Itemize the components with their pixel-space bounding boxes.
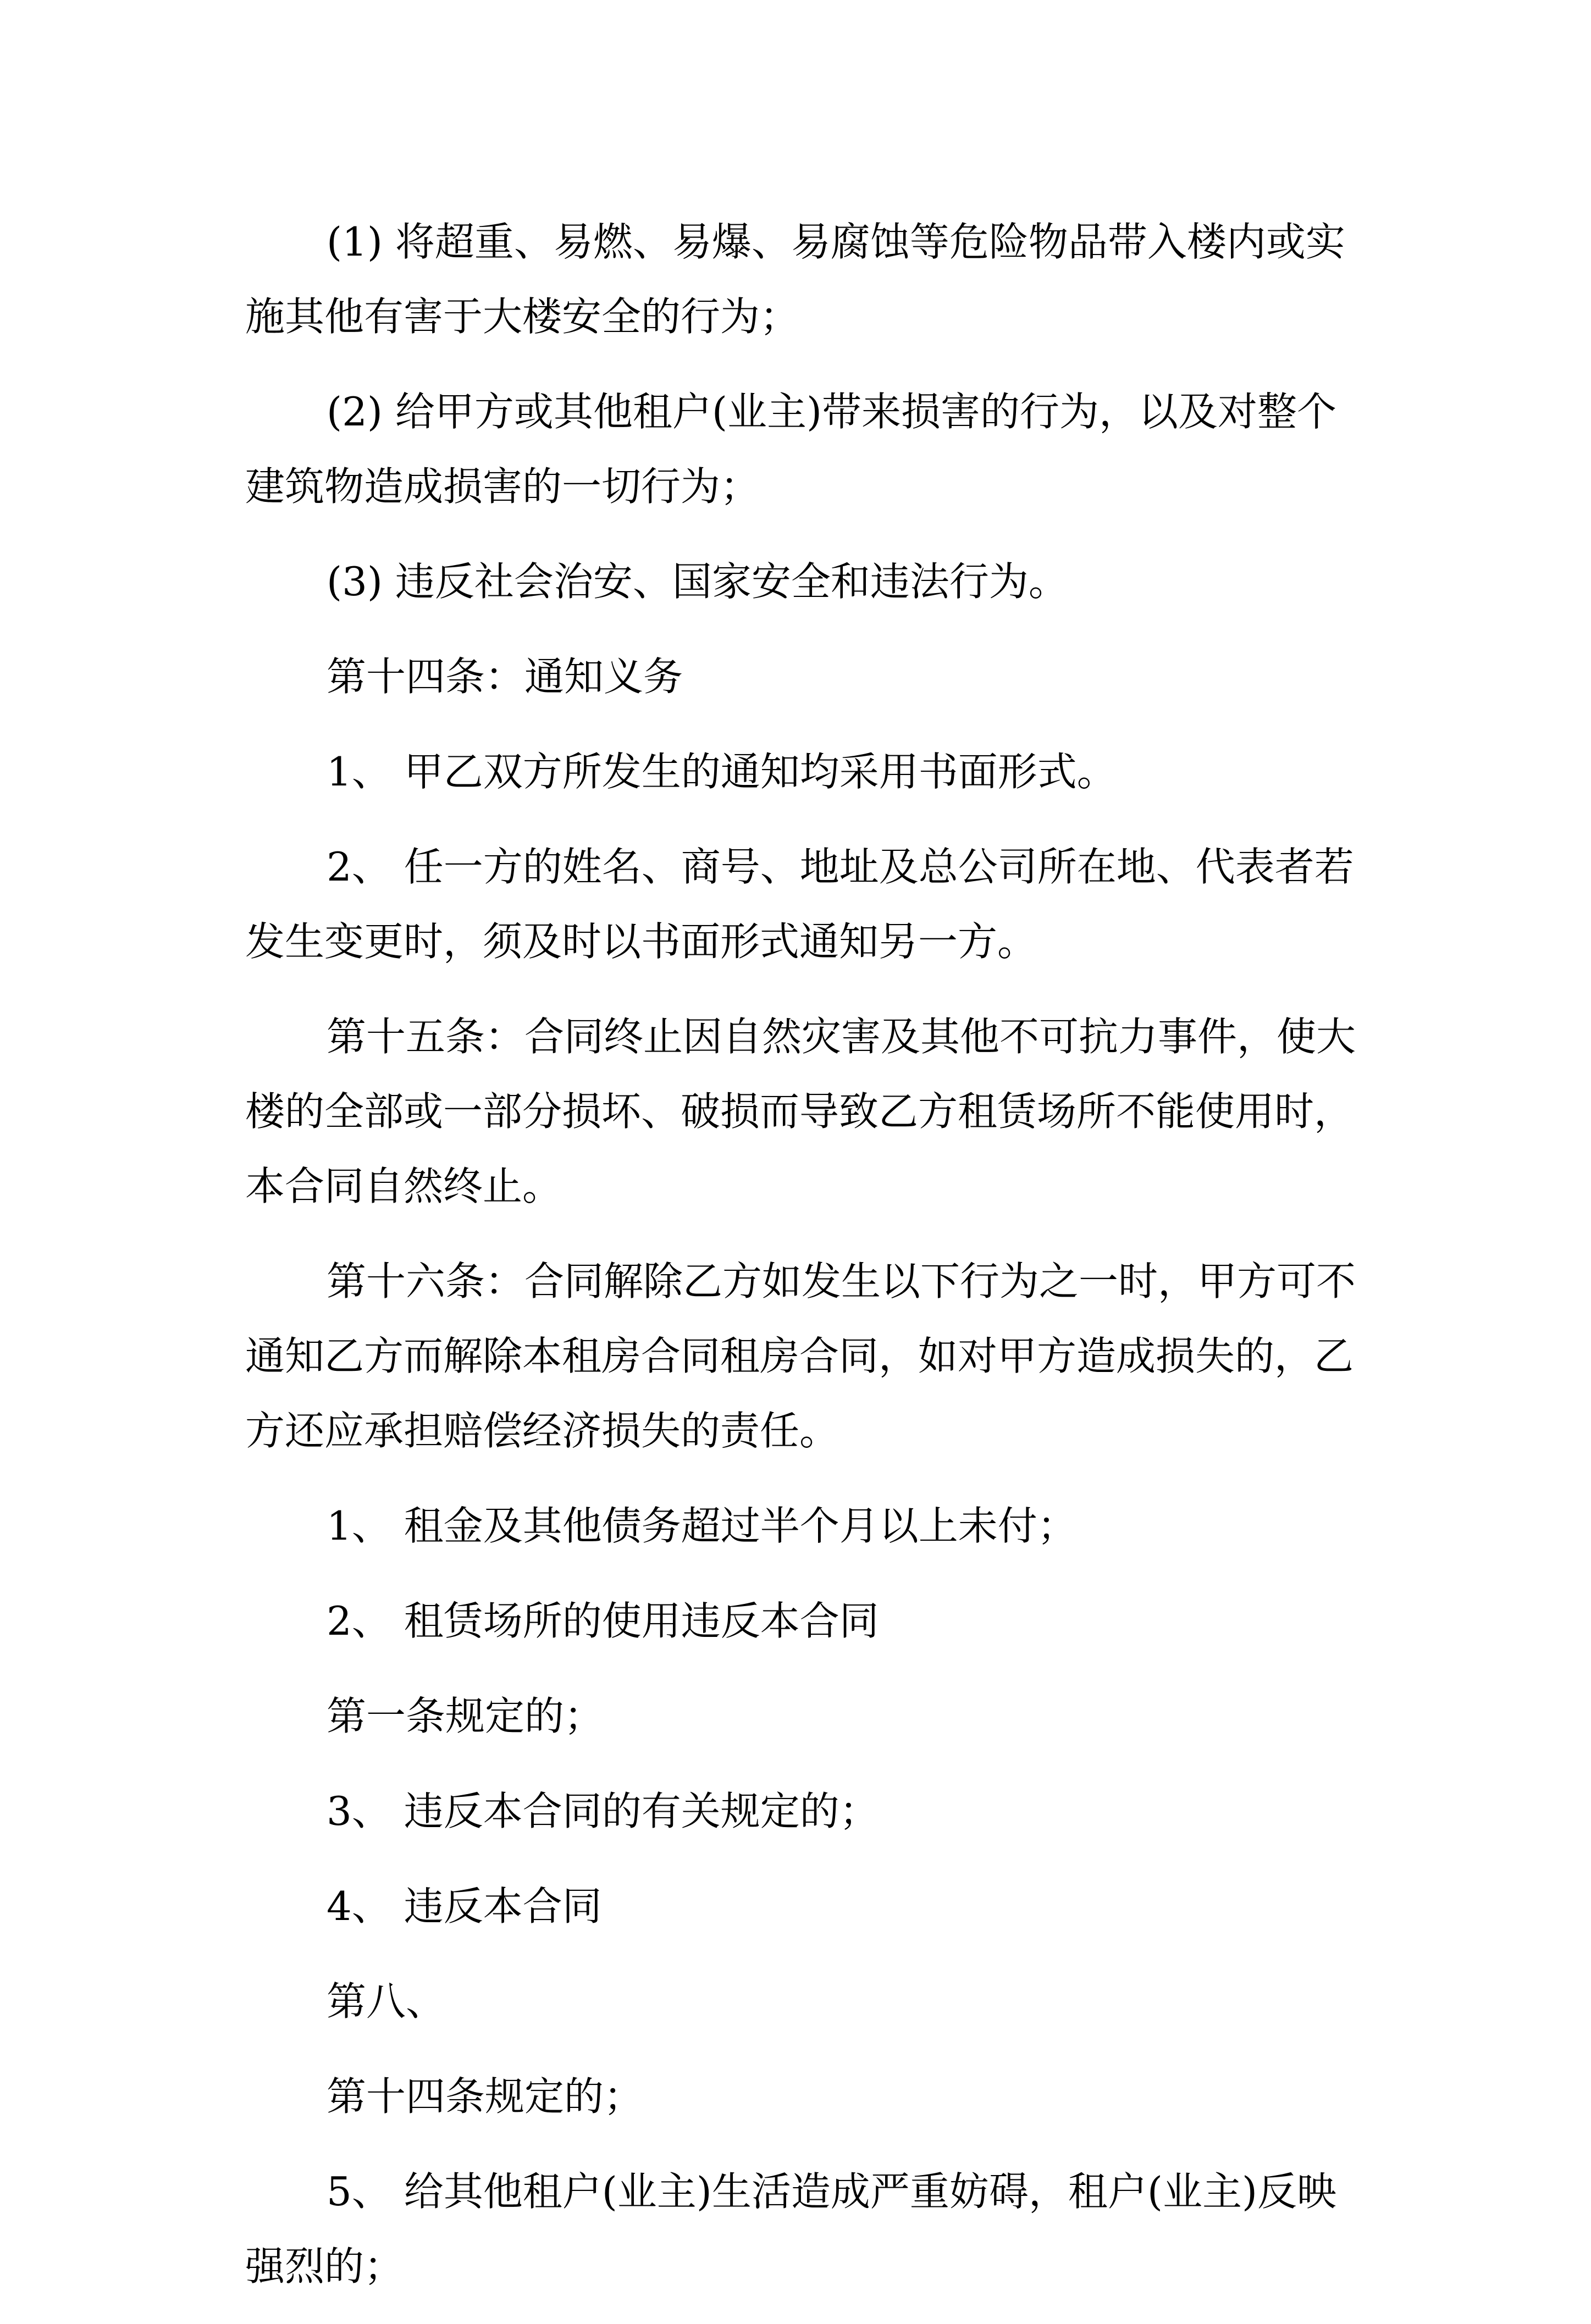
article-14-heading: 第十四条：通知义务 — [327, 654, 683, 700]
article-16-item-2: 2、 租赁场所的使用违反本合同 — [327, 1598, 879, 1644]
clause-item-3: (3) 违反社会治安、国家安全和违法行为。 — [327, 558, 1068, 605]
document-body — [245, 204, 1361, 2324]
clause-item-2: (2) 给甲方或其他租户(业主)带来损害的行为，以及对整个建筑物造成损害的一切行为； — [245, 389, 1337, 510]
article-14-item-2: 2、 任一方的姓名、商号、地址及总公司所在地、代表者若发生变更时，须及时以书面形式通知另一方。 — [245, 844, 1354, 965]
article-16: 第十六条：合同解除乙方如发生以下行为之一时，甲方可不通知乙方而解除本租房合同租房合同，如对甲方造成损失的，乙方还应承担赔偿经济损失的责任。 — [245, 1258, 1356, 1454]
article-14-item-1: 1、 甲乙双方所发生的通知均采用书面形式。 — [327, 749, 1117, 795]
article-16-item-4: 4、 违反本合同 — [327, 1883, 602, 1929]
article-16-item-3: 3、 违反本合同的有关规定的； — [327, 1788, 879, 1834]
article-16-item-2-cont: 第一条规定的； — [327, 1693, 604, 1739]
article-16-item-4-cont-a: 第八、 — [327, 1978, 446, 2024]
article-15: 第十五条：合同终止因自然灾害及其他不可抗力事件，使大楼的全部或一部分损坏、破损而导致乙方租赁场所不能使用时，本合同自然终止。 — [245, 1014, 1356, 1209]
clause-item-1: (1) 将超重、易燃、易爆、易腐蚀等危险物品带入楼内或实施其他有害于大楼安全的行为； — [245, 219, 1345, 340]
article-16-item-1: 1、 租金及其他债务超过半个月以上未付； — [327, 1503, 1077, 1549]
article-16-item-4-cont-b: 第十四条规定的； — [327, 2073, 644, 2120]
article-16-item-5: 5、 给其他租户(业主)生活造成严重妨碍，租户(业主)反映强烈的； — [245, 2168, 1337, 2289]
